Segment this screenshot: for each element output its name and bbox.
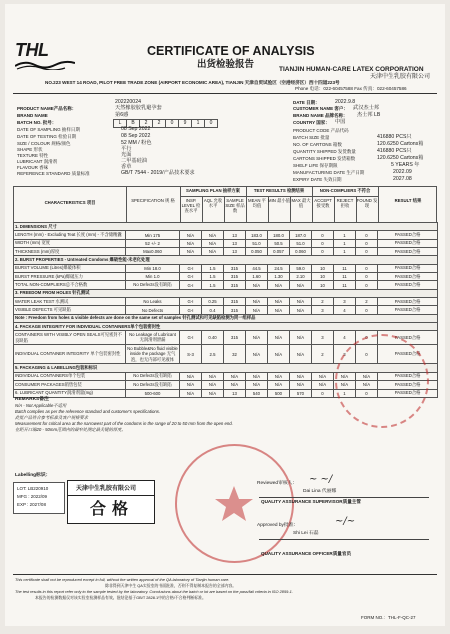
cell-fd: 0 bbox=[356, 389, 378, 397]
cell-re: 1 bbox=[334, 231, 356, 239]
col-max: MAX 最大值 bbox=[291, 198, 311, 208]
cell-max: N/A bbox=[290, 331, 312, 345]
section-heading: 2. BURST PROPERTIES - Untreated Condoms 爆破性能-未老化处理 bbox=[14, 256, 438, 264]
cell-mean: N/A bbox=[246, 331, 268, 345]
cell-il: G-I bbox=[180, 273, 202, 281]
cell-mean: N/A bbox=[246, 281, 268, 289]
customer-value: 武汉杰士邦 bbox=[353, 105, 379, 111]
cell-ac: 2 bbox=[312, 298, 334, 306]
lubricant-value: 二甲基硅油 bbox=[121, 158, 147, 164]
cell-c: WATER LEAK TEST 水测试 bbox=[14, 298, 126, 306]
cell-r: PASSED合格 bbox=[378, 231, 438, 239]
cell-ss: 315 bbox=[224, 281, 246, 289]
cell-ac: 3 bbox=[312, 331, 334, 345]
remarks-line-4: Measurement for critical area at the narrowest part of the condoms in the range of 20 to 50 mm from the open end. bbox=[15, 421, 233, 426]
cell-fd: 0 bbox=[356, 345, 378, 364]
reviewed-label: Reviewed审核人： bbox=[257, 481, 298, 486]
cell-c: WIDTH (mm) 宽度 bbox=[14, 239, 126, 247]
section-heading: Note : Freedom from holes & visible defects are done on the same set of samples 针孔测试和可见缺陷检测为同一组样品 bbox=[14, 314, 438, 322]
col-non-compliers: NON-COMPLIERS 不符合 bbox=[319, 188, 371, 193]
table-row bbox=[14, 231, 438, 239]
footer-line-4: 本报告的检测数据仅对该实验室检测样品有效。批结论基于GB/T 2828.1中的合格/不合格判断标准。 bbox=[35, 595, 206, 600]
footer-line-2: 除非得到天津中生 QA实验室的书面批准，否则不得复制本报告的全部内容。 bbox=[105, 583, 237, 588]
reviewer-signature: ~ ~/ bbox=[309, 474, 333, 485]
mfg-text: MFG : 2022/09 bbox=[17, 494, 48, 499]
cell-aql: 2.5 bbox=[202, 345, 224, 364]
cell-s: No Defects bbox=[126, 306, 180, 314]
company-name-en: TIANJIN HUMAN-CARE LATEX CORPORATION bbox=[279, 66, 424, 73]
col-result: RESULT 结果 bbox=[394, 198, 422, 203]
lubricant-label: LUBRICANT 润滑剂 bbox=[17, 159, 58, 164]
batch-digit-box: 0 bbox=[204, 119, 218, 128]
cell-il: N/A bbox=[180, 372, 202, 380]
cell-ss: N/A bbox=[224, 372, 246, 380]
cell-re: 11 bbox=[334, 281, 356, 289]
section-heading: 3. FREEDOM FROM HOLES 针孔测试 bbox=[14, 289, 438, 297]
labelling-heading: Labelling标识： bbox=[15, 473, 51, 478]
footer-line-1: This certificate shall not be reproduced except in full, without the written approval of the QA laboratory of Tianjin human care. bbox=[15, 577, 230, 582]
cell-min: 1.30 bbox=[268, 273, 290, 281]
cell-re: 1 bbox=[334, 389, 356, 397]
size-label: SIZE / COLOUR 规格/颜色 bbox=[17, 141, 71, 146]
cell-re: N/A bbox=[334, 372, 356, 380]
batch-label: BATCH NO. 批号： bbox=[17, 120, 57, 125]
cell-il: N/A bbox=[180, 239, 202, 247]
cell-il: G-I bbox=[180, 264, 202, 272]
cell-il: G-I bbox=[180, 331, 202, 345]
cell-ac: 3 bbox=[312, 306, 334, 314]
expiry-date-label: EXPIRY DATE 失效日期 bbox=[293, 177, 342, 182]
cell-mean: N/A bbox=[246, 345, 268, 364]
batch-digit-box: 1 bbox=[191, 119, 205, 128]
cell-il: G-I bbox=[180, 281, 202, 289]
cell-aql: 0.4 bbox=[202, 306, 224, 314]
cell-ss: 13 bbox=[224, 239, 246, 247]
section-heading: 4. PACKAGE INTEGRITY FOR INDIVIDUAL CONTAINERS单个包装密封性 bbox=[14, 323, 438, 331]
cell-r: PASSED合格 bbox=[378, 248, 438, 256]
cell-c: BURST VOLUME (Litres)爆破体积 bbox=[14, 264, 126, 272]
cell-max: 570 bbox=[290, 389, 312, 397]
exp-text: EXP : 2027/08 bbox=[17, 502, 46, 507]
approver-title: QUALITY ASSURANCE OFFICER质量官员 bbox=[261, 551, 352, 556]
table-row bbox=[14, 281, 438, 289]
cell-il: G-I bbox=[180, 306, 202, 314]
remarks-line-3: 此批产品符合参考标准及客户规格要求 bbox=[15, 415, 89, 420]
cell-ss: 315 bbox=[224, 306, 246, 314]
cell-s: No Leaks bbox=[126, 298, 180, 306]
date-testing-label: DATE OF TESTING 检验日期 bbox=[17, 134, 77, 139]
cell-mean: 183.0 bbox=[246, 231, 268, 239]
cell-r: PASSED合格 bbox=[378, 281, 438, 289]
cell-aql: N/A bbox=[202, 372, 224, 380]
cell-aql: N/A bbox=[202, 389, 224, 397]
cell-s: 52 +/- 2 bbox=[126, 239, 180, 247]
cell-mean: N/A bbox=[246, 381, 268, 389]
cell-max: N/A bbox=[290, 345, 312, 364]
cell-mean: 0.050 bbox=[246, 248, 268, 256]
cell-s: Max0.060 bbox=[126, 248, 180, 256]
qty-shipped-label: QUANTITY SHIPPED 发货数量 bbox=[293, 149, 356, 154]
cell-ac: 0 bbox=[312, 248, 334, 256]
cell-max: N/A bbox=[290, 372, 312, 380]
document-subtitle: 出货检验报告 bbox=[197, 59, 255, 70]
stamp-company: 天津中生乳胶有限公司 bbox=[76, 486, 137, 492]
table-row bbox=[14, 314, 438, 322]
cell-re: 11 bbox=[334, 264, 356, 272]
cell-mean: N/A bbox=[246, 306, 268, 314]
lot-text: LOT: LB220910 bbox=[17, 486, 49, 491]
col-accept: ACCEPT 接受数 bbox=[314, 198, 332, 208]
table-row bbox=[14, 323, 438, 331]
batch-digit-box: B bbox=[126, 119, 140, 128]
cell-min: 50.5 bbox=[268, 239, 290, 247]
right-brand-value: 杰士邦 LB bbox=[357, 112, 381, 118]
standard-value: GB/T 7544 - 2019/产品技术要求 bbox=[121, 170, 195, 176]
mfg-date-value: 2022.09 bbox=[393, 169, 412, 175]
col-insp-level: INSP. LEVEL 检查水平 bbox=[181, 198, 201, 213]
cell-fd: 0 bbox=[356, 273, 378, 281]
cell-re: N/A bbox=[334, 381, 356, 389]
date-sampling-label: DATE OF SAMPLING 抽样日期 bbox=[17, 127, 80, 132]
customer-label: CUSTOMER NAME 客户： bbox=[293, 106, 348, 111]
cell-max: 59.0 bbox=[290, 264, 312, 272]
batch-digit-box: L bbox=[113, 119, 127, 128]
standard-label: REFERENCE STANDARD 质量标准 bbox=[17, 171, 90, 176]
number-value: 202220024 bbox=[115, 99, 141, 105]
cell-fd: 0 bbox=[356, 248, 378, 256]
cell-il: N/A bbox=[180, 381, 202, 389]
reviewer-title: QUALITY ASSURANCE SUPERVISOR质量主管 bbox=[261, 499, 361, 504]
cell-min: N/A bbox=[268, 306, 290, 314]
cell-min: N/A bbox=[268, 281, 290, 289]
texture-value: 光面 bbox=[121, 152, 132, 158]
qty-shipped-value: 416880 PCS只 bbox=[377, 148, 412, 154]
cell-max: N/A bbox=[290, 306, 312, 314]
cell-min: N/A bbox=[268, 345, 290, 364]
cell-fd: 0 bbox=[356, 231, 378, 239]
cell-min: N/A bbox=[268, 381, 290, 389]
cell-re: 4 bbox=[334, 306, 356, 314]
cell-s: No Leakage of Lubricant无润滑剂泄漏 bbox=[126, 331, 180, 345]
mfg-date-label: MANUFACTURING DATE 生产日期 bbox=[293, 170, 365, 175]
cell-min: N/A bbox=[268, 372, 290, 380]
issue-date-value: 2022.9.8 bbox=[335, 99, 356, 105]
product-name-label: PRODUCT NAME产品名称： bbox=[17, 106, 77, 111]
cartons-label: NO. OF CARTONS 箱数 bbox=[293, 142, 342, 147]
cell-r: PASSED合格 bbox=[378, 273, 438, 281]
table-header bbox=[13, 186, 437, 222]
cell-fd: 0 bbox=[356, 331, 378, 345]
thl-logo bbox=[15, 40, 77, 70]
cell-s: No Defects没有缺陷 bbox=[126, 281, 180, 289]
cell-aql: 0.40 bbox=[202, 331, 224, 345]
cell-max: 0.060 bbox=[290, 248, 312, 256]
cell-max: N/A bbox=[290, 298, 312, 306]
country-label: COUNTRY 国家： bbox=[293, 120, 330, 125]
section-heading: 5. PACKAGING & LABELLING包装和标识 bbox=[14, 364, 438, 372]
batch-digit-box: 9 bbox=[178, 119, 192, 128]
col-reject: REJECT 拒收 bbox=[336, 198, 354, 208]
cell-c: INDIVIDUAL CONTAINER INTEGRITY 单个包装密封性 bbox=[14, 345, 126, 364]
cell-mean: N/A bbox=[246, 372, 268, 380]
cell-ac: 10 bbox=[312, 273, 334, 281]
cell-fd: N/A bbox=[356, 381, 378, 389]
product-name-value: 天然橡胶胶乳避孕套 bbox=[115, 105, 162, 111]
cell-c: BURST PRESSURE (kPa)爆破压力 bbox=[14, 273, 126, 281]
form-number: FORM NO.：THL-F-QC-27 bbox=[361, 615, 416, 620]
cell-re: 3 bbox=[334, 298, 356, 306]
cell-s: No Defects没有缺陷 bbox=[126, 372, 180, 380]
cell-re: 1 bbox=[334, 239, 356, 247]
reviewer-name: Dai Lina 代丽娜 bbox=[303, 489, 337, 494]
cell-re: 3 bbox=[334, 345, 356, 364]
cell-c: TOTAL NON-COMPLIERS总不合格数 bbox=[14, 281, 126, 289]
flavour-label: FLAVOUR 香味 bbox=[17, 165, 49, 170]
cell-mean: 1.60 bbox=[246, 273, 268, 281]
approved-label: Approved by批准： bbox=[257, 523, 299, 528]
remarks-heading: REMARKS备注 bbox=[15, 397, 49, 402]
cell-s: Min 18.0 bbox=[126, 264, 180, 272]
col-found: FOUND 发现 bbox=[356, 198, 378, 208]
batch-digit-box: 2 bbox=[139, 119, 153, 128]
col-sampling-plan: SAMPLING PLAN 抽样方案 bbox=[186, 188, 240, 193]
table-row bbox=[14, 223, 438, 231]
cell-aql: N/A bbox=[202, 248, 224, 256]
cell-ss: 315 bbox=[224, 298, 246, 306]
shape-label: SHAPE 形状 bbox=[17, 147, 43, 152]
flavour-value: 香草 bbox=[121, 164, 132, 170]
cell-ss: 13 bbox=[224, 389, 246, 397]
cell-s: No Defects没有缺陷 bbox=[126, 381, 180, 389]
cell-fd: 0 bbox=[356, 239, 378, 247]
cell-aql: 0.25 bbox=[202, 298, 224, 306]
cell-max: N/A bbox=[290, 281, 312, 289]
cell-fd: 0 bbox=[356, 281, 378, 289]
lot-label-box bbox=[13, 482, 65, 514]
inspection-seal bbox=[335, 334, 429, 428]
company-name-cn: 天津中生乳胶有限公司 bbox=[370, 74, 431, 80]
cell-r: PASSED合格 bbox=[378, 345, 438, 364]
right-brand-label: BRAND NAME 品牌名称： bbox=[293, 113, 348, 118]
table-row bbox=[14, 289, 438, 297]
approver-name: Shi Lei 石磊 bbox=[293, 531, 319, 536]
issue-date-label: DATE 日期： bbox=[293, 100, 320, 105]
table-row bbox=[14, 273, 438, 281]
cell-ss: 315 bbox=[224, 331, 246, 345]
table-row bbox=[14, 298, 438, 306]
cell-ac: 0 bbox=[312, 239, 334, 247]
cell-re: 4 bbox=[334, 331, 356, 345]
cell-r: PASSED合格 bbox=[378, 381, 438, 389]
shelf-life-label: SHELF LIFE 保存期限 bbox=[293, 163, 338, 168]
cell-r: PASSED合格 bbox=[378, 306, 438, 314]
cell-s: 500-600 bbox=[126, 389, 180, 397]
batch-digit-box: 0 bbox=[165, 119, 179, 128]
batch-digit-box: 2 bbox=[152, 119, 166, 128]
cell-max: 187.0 bbox=[290, 231, 312, 239]
cell-ac: N/A bbox=[312, 372, 334, 380]
cell-ac: 0 bbox=[312, 231, 334, 239]
cell-max: 2.10 bbox=[290, 273, 312, 281]
cell-fd: N/A bbox=[356, 372, 378, 380]
header-divider bbox=[13, 93, 437, 94]
cell-re: 11 bbox=[334, 273, 356, 281]
wave-icon bbox=[15, 60, 75, 70]
table-row bbox=[14, 306, 438, 314]
texture-label: TEXTURE 特性 bbox=[17, 153, 49, 158]
logo-text: THL bbox=[15, 40, 49, 60]
cell-ss: 13 bbox=[224, 248, 246, 256]
cell-c: THICKNESS (mm)厚度 bbox=[14, 248, 126, 256]
cell-ss: 315 bbox=[224, 273, 246, 281]
cell-s: Min 1.0 bbox=[126, 273, 180, 281]
cell-min: N/A bbox=[268, 331, 290, 345]
product-code-label: PRODUCT CODE 产品代码 bbox=[293, 128, 349, 133]
cell-min: 500 bbox=[268, 389, 290, 397]
cell-ss: 13 bbox=[224, 231, 246, 239]
cell-max: 51.0 bbox=[290, 239, 312, 247]
col-mean: MEAN 平均值 bbox=[248, 198, 266, 208]
cell-ac: 10 bbox=[312, 281, 334, 289]
certificate-page bbox=[5, 4, 445, 626]
col-test-results: TEST RESULTS 检测结果 bbox=[253, 188, 305, 193]
cell-ss: 32 bbox=[224, 345, 246, 364]
section-heading: 1. DIMENSIONS 尺寸 bbox=[14, 223, 438, 231]
cell-aql: 1.5 bbox=[202, 281, 224, 289]
cell-il: N/A bbox=[180, 231, 202, 239]
cartons-value: 120.6250 Cartons箱 bbox=[377, 141, 424, 147]
cell-c: CONTAINERS WITH VISIBLY OPEN SEALS可见密封不良缺陷 bbox=[14, 331, 126, 345]
country-value: 中国 bbox=[335, 119, 346, 125]
col-characteristics: CHARACTERISTICS 项目 bbox=[44, 200, 96, 205]
cell-ac: 0 bbox=[312, 389, 334, 397]
cell-max: N/A bbox=[290, 381, 312, 389]
remarks-line-5: 在距开口端20 - 50mm范围内的最窄处测定最关键的厚度。 bbox=[15, 427, 126, 432]
company-address: NO.223 WEST 14 ROAD, PILOT FREE TRADE ZONE (AIRPORT ECONOMIC AREA), TIANJIN 天津自贸试验区（空港经济区）西十四道223号 bbox=[45, 80, 340, 85]
table-row bbox=[14, 248, 438, 256]
approver-signature: ~/~ bbox=[335, 516, 356, 527]
cell-r: PASSED合格 bbox=[378, 239, 438, 247]
brand-label: BRAND NAME bbox=[17, 113, 48, 118]
cell-fd: 0 bbox=[356, 306, 378, 314]
cell-ac: 10 bbox=[312, 264, 334, 272]
cell-re: 1 bbox=[334, 248, 356, 256]
cell-c: VISIBLE DEFECTS 可见缺陷 bbox=[14, 306, 126, 314]
document-title: CERTIFICATE OF ANALYSIS bbox=[147, 44, 315, 58]
cell-aql: N/A bbox=[202, 231, 224, 239]
cell-s: Min 175 bbox=[126, 231, 180, 239]
batch-size-value: 416880 PCS只 bbox=[377, 134, 412, 140]
date-testing-value: 08 Sep 2022 bbox=[121, 133, 151, 139]
cell-c: INDIVIDUAL CONTAINERS单个包装 bbox=[14, 372, 126, 380]
cell-aql: N/A bbox=[202, 381, 224, 389]
cell-s: No Bubble&No fluid visible inside the package 无气泡，也无内部可见液体 bbox=[127, 345, 178, 362]
stamp-pass-word: 合格 bbox=[90, 501, 135, 518]
cell-r: PASSED合格 bbox=[378, 264, 438, 272]
col-sample-size: SAMPLE SIZE 样品数 bbox=[225, 198, 245, 213]
expiry-date-value: 2027.08 bbox=[393, 176, 412, 182]
company-phone: Phone 电话：022-60457588 Fax 传真：022-60457586 bbox=[295, 86, 407, 91]
col-specification: SPECIFICATION 规 格 bbox=[131, 198, 175, 203]
cell-aql: N/A bbox=[202, 239, 224, 247]
table-row bbox=[14, 239, 438, 247]
cell-fd: 0 bbox=[356, 264, 378, 272]
footer-line-3: The test results in this report refer only to the sample tested by the laboratory. Conclusions about the batch or lot are based on the pass/fail criteria in ISO 2859-1. bbox=[15, 589, 293, 594]
table-row bbox=[14, 264, 438, 272]
cell-c: 6. LUBRICANT QUANTITY润滑剂量(mg) bbox=[14, 389, 126, 397]
cell-ss: 315 bbox=[224, 264, 246, 272]
shelf-life-value: 5 YEARS 年 bbox=[391, 162, 420, 168]
cell-mean: 540 bbox=[246, 389, 268, 397]
cell-r: PASSED合格 bbox=[378, 372, 438, 380]
cell-r: PASSED合格 bbox=[378, 331, 438, 345]
cell-aql: 1.5 bbox=[202, 273, 224, 281]
remarks-line-2: Batch complies as per the reference standard and customer's specifications. bbox=[15, 409, 161, 414]
cell-c: CONSUMER PACKAGES销售包装 bbox=[14, 381, 126, 389]
cartons-shipped-value: 120.6250 Cartons箱 bbox=[377, 155, 424, 161]
batch-size-label: BATCH SIZE 批量 bbox=[293, 135, 330, 140]
brand-value: 第6感 bbox=[115, 112, 129, 118]
cell-min: 0.057 bbox=[268, 248, 290, 256]
cell-mean: 44.5 bbox=[246, 264, 268, 272]
cell-fd: 2 bbox=[356, 298, 378, 306]
shape-value: 平行 bbox=[121, 146, 132, 152]
cell-r: PASSED合格 bbox=[378, 298, 438, 306]
cell-min: N/A bbox=[268, 298, 290, 306]
cell-min: 24.5 bbox=[268, 264, 290, 272]
cell-ac: N/A bbox=[312, 381, 334, 389]
cell-mean: N/A bbox=[246, 298, 268, 306]
cell-il: N/A bbox=[180, 248, 202, 256]
size-value: 52 MM / 粉色 bbox=[121, 140, 152, 146]
cell-ac: 2 bbox=[312, 345, 334, 364]
cell-ss: N/A bbox=[224, 381, 246, 389]
qc-pass-stamp bbox=[67, 480, 155, 524]
cell-mean: 51.0 bbox=[246, 239, 268, 247]
cartons-shipped-label: CARTONS SHIPPED 发货箱数 bbox=[293, 156, 356, 161]
cell-aql: 1.5 bbox=[202, 264, 224, 272]
cell-c: LENGTH (mm) - Excluding Teat 长度 (mm) - 不含储精囊 bbox=[14, 231, 126, 239]
col-min: MIN 最小值 bbox=[268, 198, 290, 203]
cell-il: N/A bbox=[180, 389, 202, 397]
cell-r: PASSED合格 bbox=[378, 389, 438, 397]
col-aql: AQL 允收水平 bbox=[203, 198, 223, 208]
cell-il: G-I bbox=[180, 298, 202, 306]
remarks-line-1: N/A - Not Applicable不适用 bbox=[15, 403, 67, 408]
cell-min: 180.0 bbox=[268, 231, 290, 239]
table-row bbox=[14, 256, 438, 264]
cell-il: S-3 bbox=[180, 345, 202, 364]
date-sampling-value: 08 Sep 2022 bbox=[121, 126, 151, 132]
